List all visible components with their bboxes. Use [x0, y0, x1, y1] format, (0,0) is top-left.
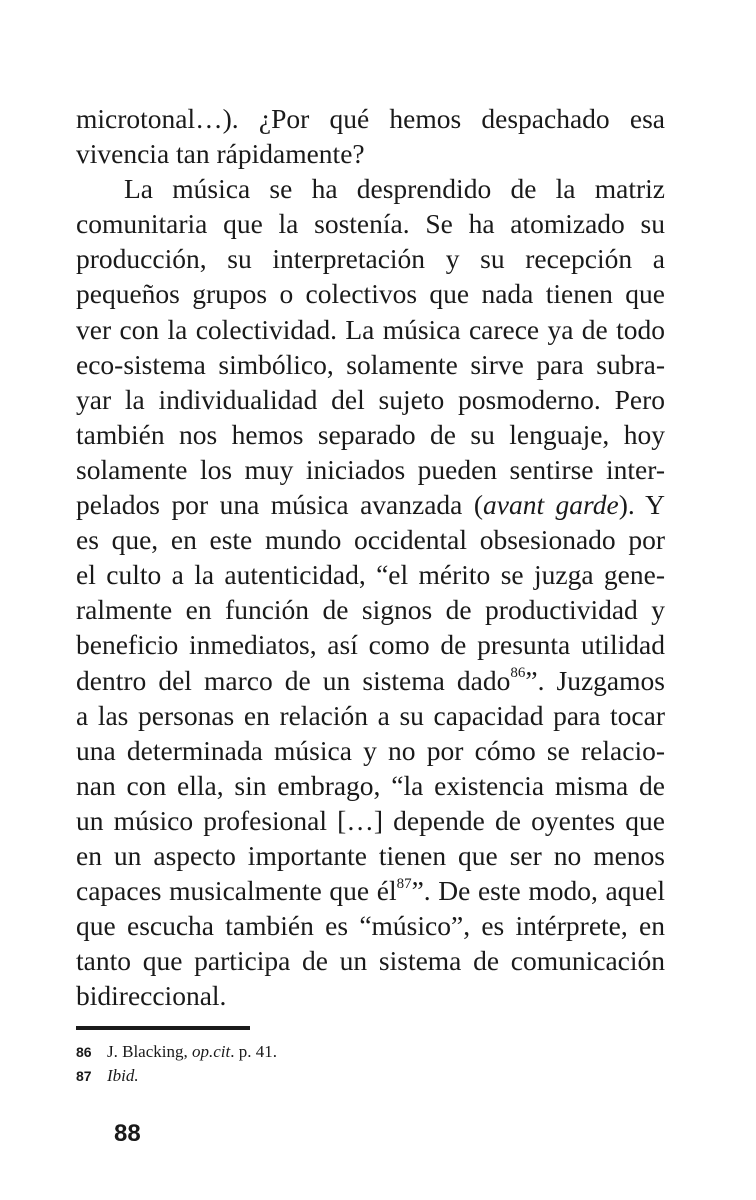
- body-text: [76, 101, 665, 1013]
- text-line: microtonal…). ¿Por qué hemos despachado esa: [76, 103, 665, 134]
- text-line: nan con ella, sin embrago, “la existencia misma de: [76, 769, 665, 801]
- text-line: La música se ha desprendido de la matriz: [124, 173, 665, 205]
- text-line: vivencia tan rápidamente?: [76, 138, 365, 170]
- text-line: es que, en este mundo occidental obsesionado por: [76, 524, 665, 556]
- text-line: también nos hemos separado de su lenguaje, hoy: [76, 418, 665, 450]
- text-line: pequeños grupos o colectivos que nada tienen que: [76, 278, 665, 310]
- footnote-number: 86: [76, 1044, 92, 1060]
- footnote-ref-86: 86: [510, 665, 526, 682]
- text-line: capaces musicalmente que $él^{87}$”. De este modo, aquel: [76, 875, 665, 907]
- italic-term: avant garde: [482, 489, 619, 521]
- page-number: 88: [114, 1120, 141, 1147]
- text-line: ralmente en función de signos de productividad y: [76, 594, 665, 626]
- footnote-divider: [76, 1026, 250, 1030]
- text-line: a las personas en relación a su capacidad para tocar: [76, 699, 665, 731]
- footnotes: [76, 1040, 277, 1088]
- footnote-number: 87: [76, 1068, 92, 1084]
- text-line: en un aspecto importante tienen que ser no menos: [76, 839, 665, 871]
- text-line: beneficio inmediatos, así como de presunta utilidad: [76, 629, 665, 661]
- text-line: comunitaria que la sostenía. Se ha atomizado su: [76, 208, 665, 240]
- text-line: yar la individualidad del sujeto posmoderno. Pero: [76, 383, 665, 415]
- text-line: bidireccional.: [76, 980, 227, 1012]
- footnote-87: 87 Ibid.: [76, 1064, 277, 1088]
- text-line: dentro del marco de un sistema dado$^{86}$”. Juzgamos: [76, 664, 665, 696]
- text-line: el culto a la autenticidad, “el mérito se juzga gene-: [76, 559, 665, 591]
- text-line: pelados por una música avanzada (avant garde). Y: [76, 489, 666, 521]
- footnote-ref-87: 87: [396, 875, 412, 892]
- text-line: una determinada música y no por cómo se relacio-: [76, 734, 665, 766]
- footnote-86: 86 J. Blacking, op.cit. p. 41.: [76, 1040, 277, 1064]
- text-line: eco-sistema simbólico, solamente sirve para subra-: [76, 348, 665, 380]
- text-line: tanto que participa de un sistema de comunicación: [76, 945, 665, 977]
- text-line: un músico profesional […] depende de oyentes que: [76, 804, 665, 836]
- text-line: que escucha también es “músico”, es intérprete, en: [76, 910, 665, 942]
- text-line: ver con la colectividad. La música carece ya de todo: [76, 313, 665, 345]
- text-line: solamente los muy iniciados pueden sentirse inter-: [76, 453, 665, 485]
- text-line: producción, su interpretación y su recepción a: [76, 243, 665, 275]
